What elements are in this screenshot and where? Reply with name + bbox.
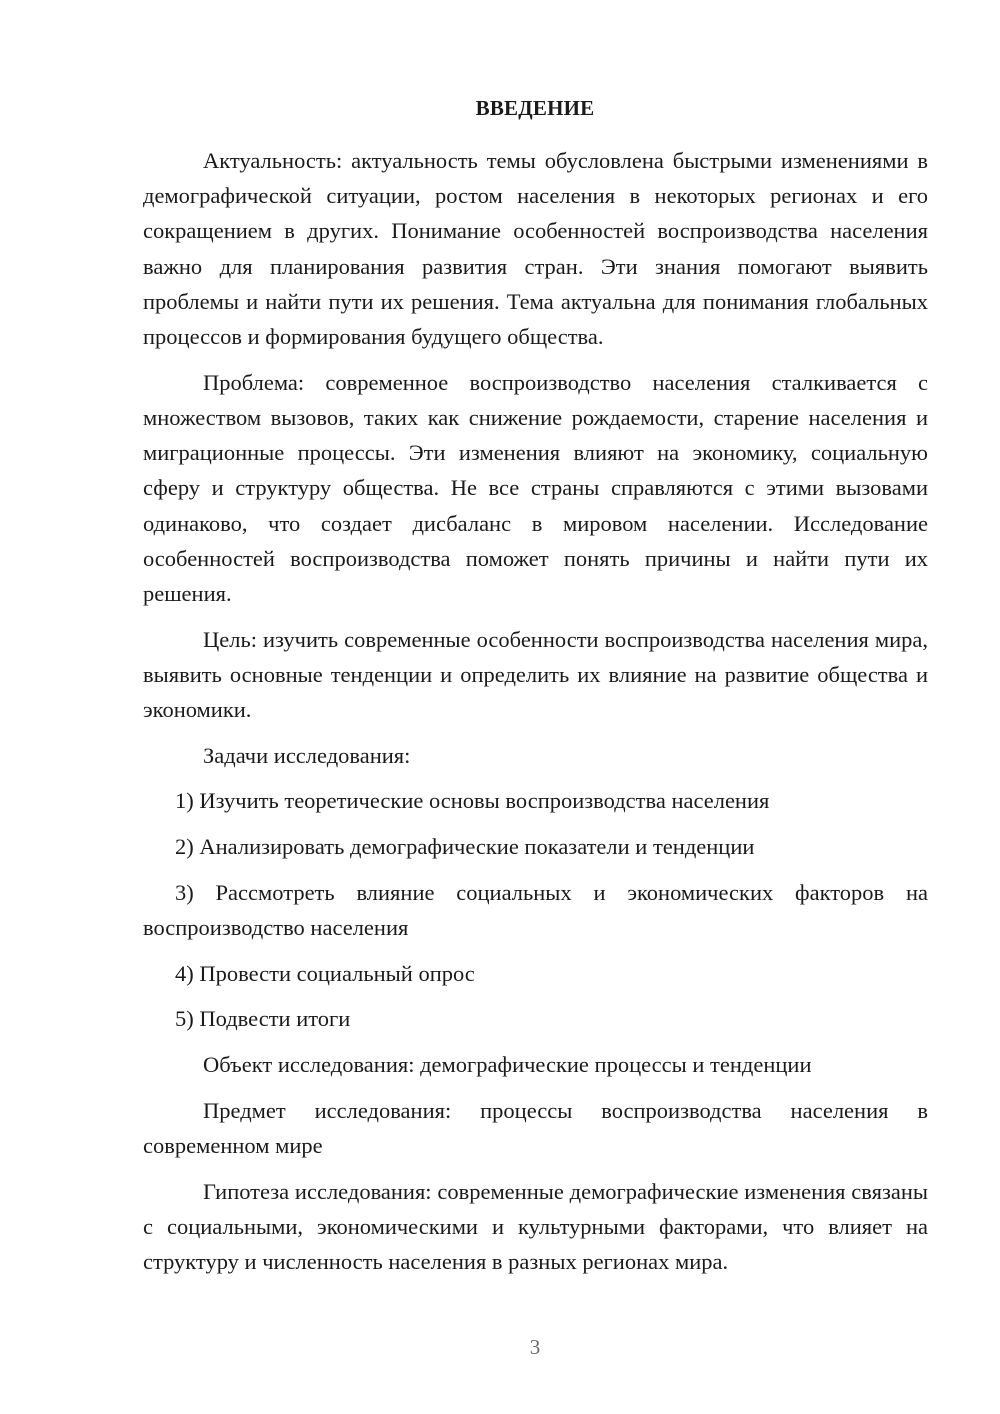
paragraph-problem: Проблема: современное воспроизводство населения сталкивается с множеством вызовов, таких как снижение рождаемости, старение населения и миграционные процессы. Эти изменения влияют на экономику, социальную сферу и структуру общества. Не все страны справляются с этими вызовами одинаково, что создает дисбаланс в мировом населении. Исследование особенностей воспроизводства поможет понять причины и найти пути их решения. [143, 369, 928, 606]
tasks-heading: Задачи исследования: [203, 742, 411, 768]
paragraph-relevance: Актуальность: актуальность темы обусловлена быстрыми изменениями в демографической ситуации, ростом населения в некоторых регионах и его сокращением в других. Понимание особенностей воспроизводства населения важно для планирования развития стран. Эти знания помогают выявить проблемы и найти пути их решения. Тема актуальна для понимания глобальных процессов и формирования будущего общества. [143, 148, 928, 350]
paragraph-goal: Цель: изучить современные особенности воспроизводства населения мира, выявить основные тенденции и определить их влияние на развитие общества и экономики. [143, 626, 928, 723]
task-item: 3) Рассмотреть влияние социальных и экономических факторов на воспроизводство населения [143, 879, 928, 941]
task-item: 4) Провести социальный опрос [175, 960, 475, 986]
section-heading: ВВЕДЕНИЕ [475, 96, 595, 120]
task-item: 5) Подвести итоги [175, 1006, 351, 1032]
paragraph-subject: Предмет исследования: процессы воспроизводства населения в современном мире [143, 1097, 928, 1159]
body-text [143, 143, 928, 1279]
paragraph-hypothesis: Гипотеза исследования: современные демографические изменения связаны с социальными, экономическими и культурными факторами, что влияет на структуру и численность населения в разных регионах мира. [143, 1178, 928, 1275]
page-number: 3 [529, 1335, 541, 1359]
task-item: 1) Изучить теоретические основы воспроизводства населения [175, 788, 770, 814]
task-item: 2) Анализировать демографические показатели и тенденции [175, 834, 755, 860]
paragraph-object: Объект исследования: демографические процессы и тенденции [203, 1052, 812, 1078]
